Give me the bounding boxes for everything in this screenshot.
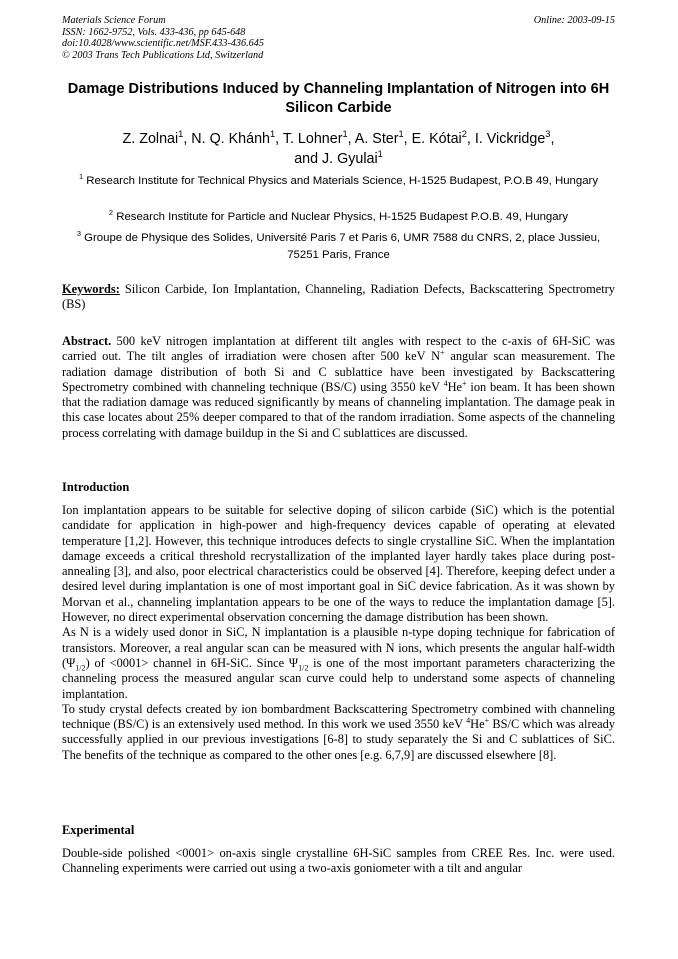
journal-name: Materials Science Forum (62, 15, 166, 26)
author-name: T. Lohner (282, 131, 343, 147)
author-name: I. Vickridge (474, 131, 546, 147)
author-name: E. Kótai (411, 131, 462, 147)
author-affiliation: 1 (178, 129, 184, 140)
author-affiliation: 1 (377, 149, 383, 160)
author-affiliation: 1 (269, 129, 276, 140)
doi-line: doi:10.4028/www.scientific.net/MSF.433-436.645 (62, 38, 264, 49)
author-list (62, 129, 615, 169)
keywords-text: Silicon Carbide, Ion Implantation, Channeling, Radiation Defects, Backscattering Spectrometry (BS) (62, 282, 615, 312)
superscript: 4 (466, 716, 471, 726)
paragraph (62, 702, 615, 763)
online-date: Online: 2003-09-15 (533, 15, 615, 26)
paragraph-text: As N is a widely used donor in SiC, N implantation is a plausible n-type doping technique for fabrication of transistors. Moreover, a real angular scan can be measured with N ions, which presents the angular half-width (Ψ (62, 625, 615, 670)
author-separator: , (466, 131, 475, 147)
copyright-line: © 2003 Trans Tech Publications Ltd, Switzerland (62, 49, 264, 61)
affiliation-number: 1 (78, 172, 84, 182)
affiliation-text: Research Institute for Technical Physics and Materials Science, H-1525 Budapest, P.O.B 49, Hungary (86, 175, 599, 187)
affiliation-text: Groupe de Physique des Solides, Université Paris 7 et Paris 6, UMR 7588 du CNRS, 2, place Jussieu, 75251 Paris, France (84, 232, 601, 261)
author-separator: , (183, 131, 192, 147)
abstract-text: 500 keV nitrogen implantation at different tilt angles with respect to the c-axis of 6H-SiC was carried out. The tilt angles of irradiation were chosen after 500 keV N (62, 334, 615, 364)
author-affiliation: 2 (461, 129, 467, 140)
affiliation-number: 3 (76, 229, 81, 239)
author-name: and J. Gyulai (294, 151, 378, 167)
author-separator: , (275, 131, 283, 147)
paragraph-text: He (470, 717, 485, 732)
issn-line: ISSN: 1662-9752, Vols. 433-436, pp 645-648 (62, 26, 246, 38)
introduction-heading: Introduction (62, 480, 130, 494)
introduction-body (62, 503, 615, 763)
abstract-text: He (447, 379, 463, 394)
abstract-text: ion beam. It has been shown that the radiation damage was reduced significantly by means of channeling implantation. The damage peak in this case locates about 25% deeper compared to that of the random irradiation. Some aspects of the channeling process correlating with damage buildup in the Si and C sublattices are discussed. (62, 379, 615, 440)
paragraph-text: ) of <0001> channel in 6H-SiC. Since Ψ (85, 655, 299, 670)
experimental-body (62, 846, 615, 877)
paragraph-text: To study crystal defects created by ion bombardment Backscattering Spectrometry combined with channeling technique (BS/C) is an extensively used method. In this work we used 3550 keV (62, 701, 615, 732)
author-name: Z. Zolnai (122, 131, 179, 147)
affiliation-text: Research Institute for Particle and Nuclear Physics, H-1525 Budapest P.O.B. 49, Hungary (116, 211, 569, 223)
abstract-text: angular scan measurement. The radiation damage distribution of both Si and C sublattice have been investigated by Backscattering Spectrometry combined with channeling technique (BS/C) using 3550 keV (62, 349, 615, 394)
author-name: N. Q. Khánh (191, 131, 270, 147)
paragraph: Double-side polished <0001> on-axis single crystalline 6H-SiC samples from CREE Res. Inc. were used. Channeling experiments were carried out using a two-axis goniometer with a tilt and angular (62, 846, 615, 876)
keywords (62, 282, 615, 313)
subscript: 1/2 (298, 663, 309, 673)
superscript: + (484, 716, 490, 726)
keywords-label: Keywords: (62, 282, 120, 296)
subscript: 1/2 (75, 663, 86, 673)
superscript: 4 (443, 378, 448, 388)
superscript: + (440, 348, 445, 358)
author-affiliation: 1 (398, 129, 404, 140)
affiliation-1 (62, 173, 615, 190)
author-separator: , (347, 131, 355, 147)
paragraph: Ion implantation appears to be suitable for selective doping of silicon carbide (SiC) which is the potential candidate for application in high-power and high-frequency devices capable of operating at elevated temperature [1,2]. However, this technique introduces defects to single crystalline SiC. When the implantation damage exceeds a critical threshold recrystallization of the implanted layer hardly takes place during post-annealing [3], and also, poor electrical characteristics could be observed [4]. Therefore, keeping defect under a desired level during implantation is one of most important goal in SiC device fabrication. As it was shown by Morvan et al., channeling implantation appears to be one of the ways to reduce the implantation damage [5]. However, no direct experimental observation concerning the damage distribution has been shown. (62, 503, 615, 625)
author-name: A. Ster (354, 131, 399, 147)
paragraph-text: BS/C which was already successfully applied in our previous investigations [6-8] to study separately the Si and C sublattices of SiC. The benefits of the technique as compared to the other ones [e.g. 6,7,9] are discussed elsewhere [8]. (62, 717, 616, 762)
affiliation-2 (62, 209, 615, 226)
affiliation-number: 2 (108, 208, 114, 218)
abstract (62, 334, 615, 441)
author-affiliation: 3 (545, 129, 551, 140)
paragraph-text: is one of the most important parameters characterizing the channeling process the measured angular scan curve could help to understand some aspects of channeling implantation. (62, 655, 615, 701)
superscript: + (462, 378, 467, 388)
author-separator: , (550, 131, 555, 147)
author-affiliation: 1 (342, 129, 348, 140)
author-separator: , (403, 131, 412, 147)
journal-header (62, 15, 615, 61)
paper-title: Damage Distributions Induced by Channeling Implantation of Nitrogen into 6H Silicon Carbide (67, 81, 610, 116)
experimental-heading: Experimental (62, 823, 135, 837)
affiliation-3 (62, 230, 615, 264)
paragraph (62, 625, 615, 701)
abstract-label: Abstract. (62, 334, 112, 348)
